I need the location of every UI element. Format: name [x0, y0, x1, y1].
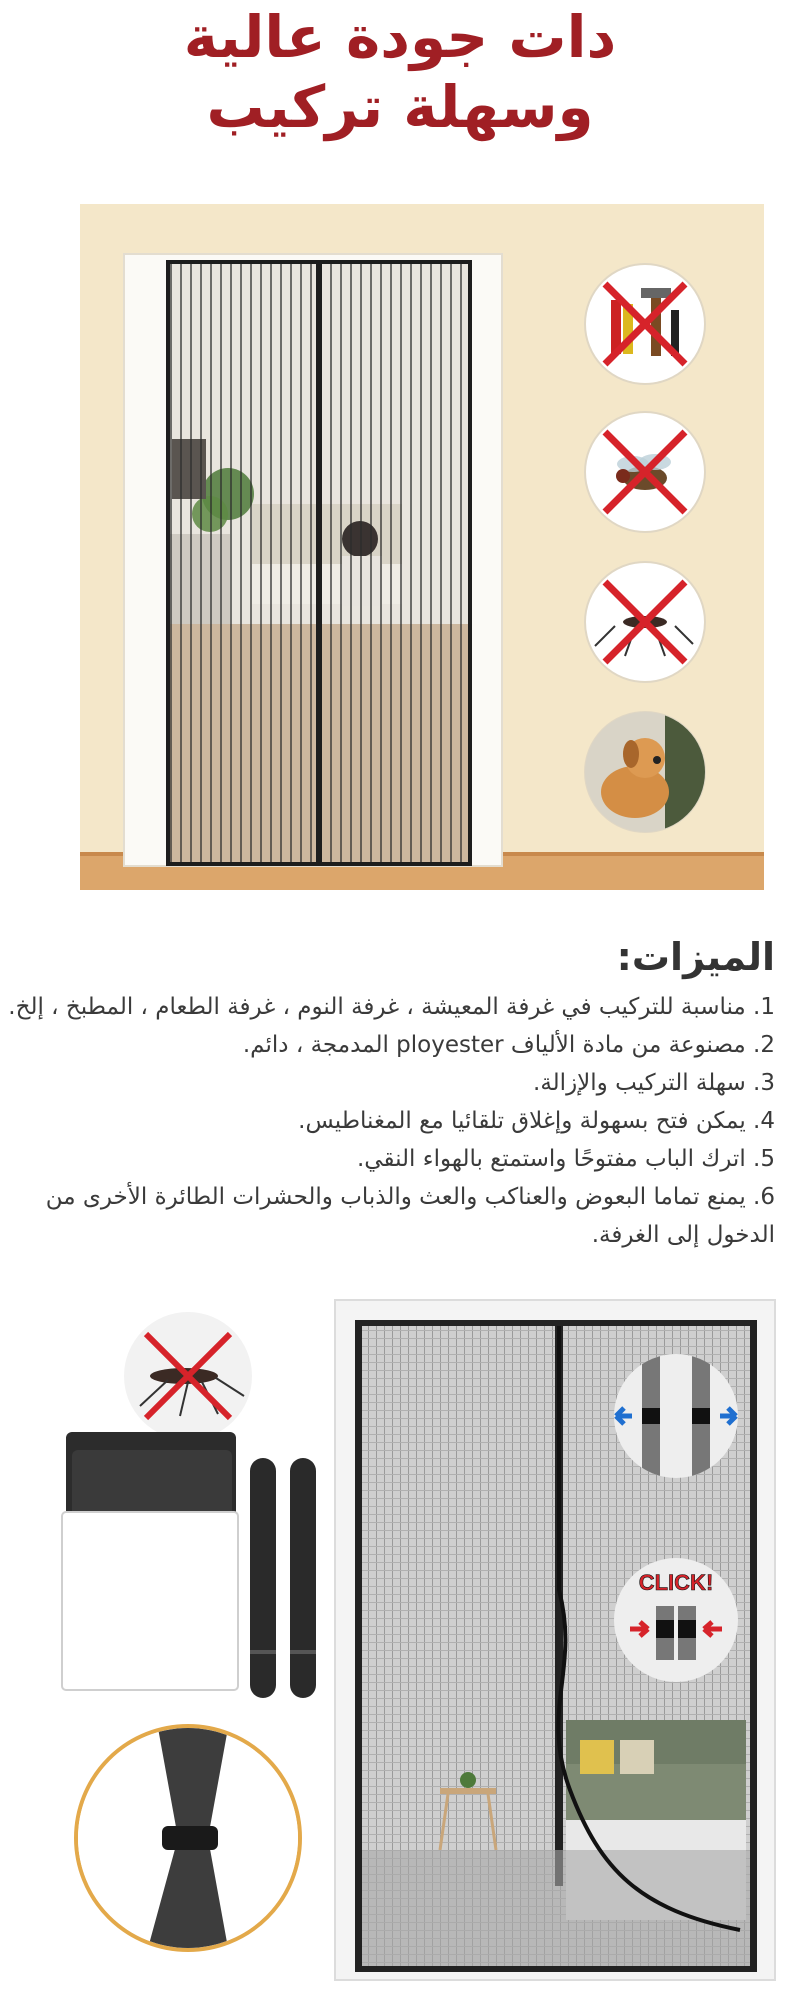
headline	[0, 2, 800, 142]
product-kit-image	[0, 1290, 800, 1990]
hero-image	[80, 204, 764, 890]
no-mosquito-badge-icon	[124, 1312, 252, 1440]
feature-item-5: 5. اترك الباب مفتوحًا واستمتع بالهواء النقي.	[356, 1146, 775, 1172]
no-mosquito-icon	[585, 562, 705, 682]
feature-item-3: 3. سهلة التركيب والإزالة.	[533, 1070, 775, 1096]
click-label: CLICK!	[638, 1570, 714, 1595]
feature-item-2: 2. مصنوعة من مادة الألياف ployester المدمجة ، دائم.	[242, 1032, 775, 1058]
feature-item-4: 4. يمكن فتح بسهولة وإغلاق تلقائيا مع المغناطيس.	[298, 1108, 775, 1134]
magnet-click-badge-icon	[614, 1558, 738, 1682]
folded-mesh-icon	[62, 1432, 238, 1690]
headline-line-1: دات جودة عالية	[183, 3, 617, 71]
features-title: الميزات:	[616, 935, 775, 979]
features-section	[0, 930, 775, 1254]
hero-illustration	[80, 204, 764, 890]
feature-item-6: 6. يمنع تماما البعوض والعناكب والعث والذباب والحشرات الطائرة الأخرى من الدخول إلى الغرفة.	[45, 1184, 775, 1248]
magnetic-strip-icon	[250, 1458, 316, 1698]
headline-line-2: وسهلة تركيب	[206, 73, 594, 141]
no-fly-icon	[585, 412, 705, 532]
no-tools-icon	[585, 264, 705, 384]
feature-item-1: 1. مناسبة للتركيب في غرفة المعيشة ، غرفة النوم ، غرفة الطعام ، المطبخ ، إلخ.	[8, 994, 775, 1020]
product-kit-illustration	[0, 1290, 800, 1990]
features-list	[0, 988, 775, 1254]
magnet-open-badge-icon	[614, 1354, 738, 1478]
tieback-detail-icon	[76, 1726, 300, 1950]
dog-icon	[585, 712, 705, 832]
